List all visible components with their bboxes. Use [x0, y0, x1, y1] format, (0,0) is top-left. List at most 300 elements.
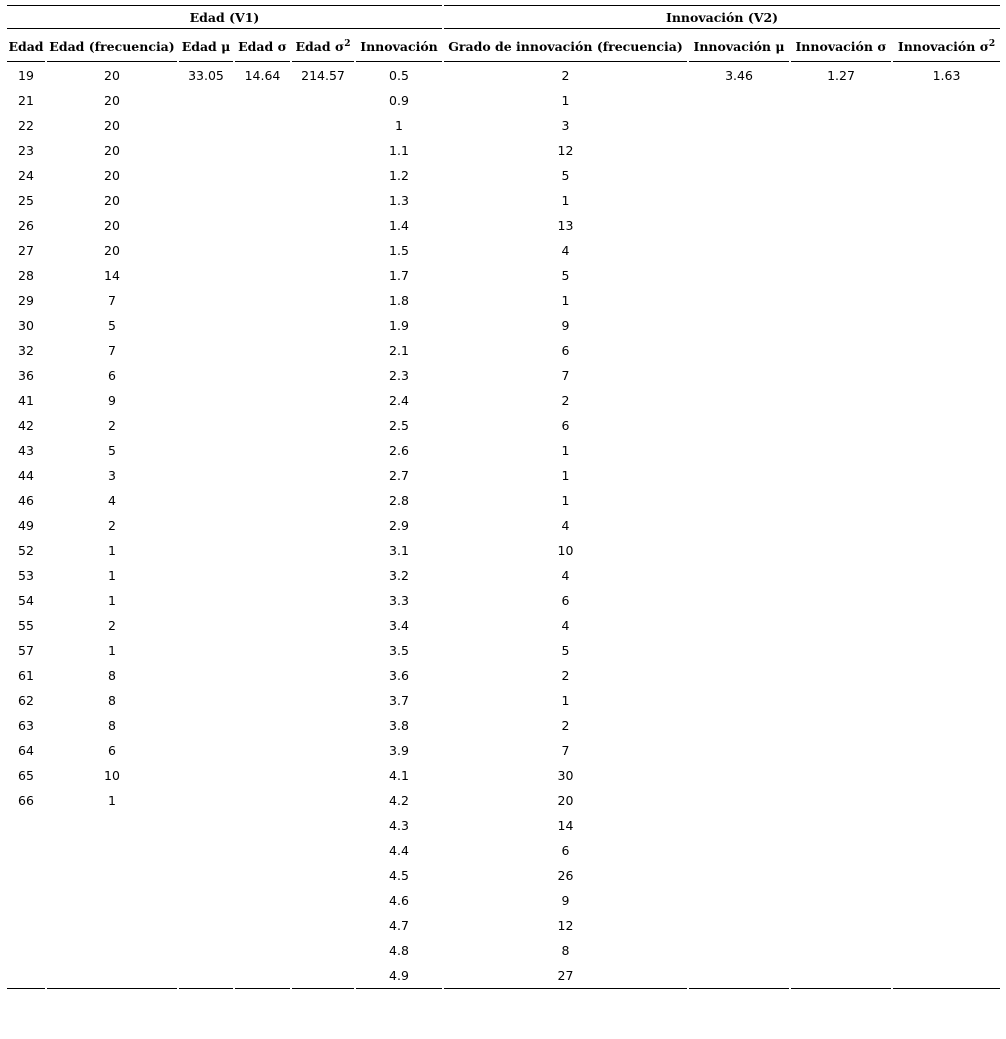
- table-row: [7, 438, 1000, 463]
- cell-innovacion-varianza: [893, 963, 1000, 989]
- cell-innovacion-sigma: [791, 363, 891, 388]
- cell-edad-frecuencia: [47, 963, 177, 989]
- cell-edad-mu: [179, 213, 233, 238]
- table-row: [7, 263, 1000, 288]
- cell-innovacion-varianza: [893, 463, 1000, 488]
- cell-innovacion-varianza: [893, 438, 1000, 463]
- cell-innovacion: 2.6: [389, 443, 409, 458]
- cell-innovacion-frecuencia: 6: [561, 418, 570, 433]
- cell-edad-frecuencia: 1: [108, 568, 116, 583]
- cell-innovacion-mu: [689, 538, 789, 563]
- cell-innovacion: 3.3: [389, 593, 409, 608]
- cell-edad: 21: [18, 93, 34, 108]
- cell-edad: 19: [18, 68, 34, 83]
- cell-innovacion-mu: [689, 838, 789, 863]
- cell-edad-mu: [179, 713, 233, 738]
- cell-edad: 28: [18, 268, 34, 283]
- cell-innovacion-varianza: [893, 288, 1000, 313]
- cell-innovacion-sigma: [791, 463, 891, 488]
- cell-edad: [7, 863, 45, 888]
- cell-innovacion-frecuencia: 4: [561, 568, 570, 583]
- cell-innovacion-varianza: [893, 613, 1000, 638]
- cell-innovacion-varianza: 1.63: [932, 68, 961, 83]
- cell-innovacion-sigma: [791, 913, 891, 938]
- cell-innovacion-frecuencia: 9: [561, 893, 570, 908]
- cell-innovacion-sigma: [791, 513, 891, 538]
- cell-edad-varianza: [292, 813, 354, 838]
- cell-innovacion: 3.8: [389, 718, 409, 733]
- table-body: [7, 62, 1000, 989]
- cell-edad-mu: [179, 588, 233, 613]
- cell-edad-mu: [179, 688, 233, 713]
- cell-innovacion: 1.4: [389, 218, 409, 233]
- cell-edad-varianza: [292, 188, 354, 213]
- cell-innovacion: 3.4: [389, 618, 409, 633]
- cell-edad-frecuencia: 14: [104, 268, 120, 283]
- cell-innovacion-varianza: [893, 188, 1000, 213]
- table-row: [7, 613, 1000, 638]
- cell-edad-mu: [179, 263, 233, 288]
- table-row: [7, 838, 1000, 863]
- cell-edad-frecuencia: 8: [108, 718, 116, 733]
- table-row: [7, 238, 1000, 263]
- cell-innovacion-varianza: [893, 413, 1000, 438]
- cell-edad: 49: [18, 518, 34, 533]
- cell-innovacion: 1.7: [389, 268, 409, 283]
- cell-innovacion-varianza: [893, 888, 1000, 913]
- cell-edad: [7, 888, 45, 913]
- cell-innovacion-frecuencia: 27: [444, 963, 687, 989]
- cell-edad-frecuencia: 5: [108, 318, 116, 333]
- cell-edad-sigma: [235, 863, 290, 888]
- cell-innovacion-mu: [689, 413, 789, 438]
- cell-edad-varianza: [292, 463, 354, 488]
- cell-edad-frecuencia: 20: [104, 143, 120, 158]
- cell-innovacion: 2.4: [389, 393, 409, 408]
- cell-edad-mu: [179, 863, 233, 888]
- edad-var-base: Edad σ: [295, 39, 345, 54]
- cell-innovacion-varianza: [893, 363, 1000, 388]
- cell-edad: 32: [18, 343, 34, 358]
- cell-edad-mu: [179, 638, 233, 663]
- cell-edad-sigma: [235, 688, 290, 713]
- cell-innovacion-mu: [689, 388, 789, 413]
- table-row: [7, 288, 1000, 313]
- innov-var-base: Innovación σ: [897, 39, 989, 54]
- cell-edad-sigma: [235, 388, 290, 413]
- cell-innovacion: 0.9: [389, 93, 409, 108]
- cell-edad: 64: [18, 743, 34, 758]
- col-header-innovacion-frecuencia: Grado de innovación (frecuencia): [444, 29, 687, 62]
- cell-innovacion-frecuencia: 4: [561, 618, 570, 633]
- cell-edad-varianza: [292, 788, 354, 813]
- cell-edad-sigma: [235, 363, 290, 388]
- cell-edad-mu: [179, 338, 233, 363]
- cell-edad-sigma: [235, 488, 290, 513]
- cell-edad: 52: [18, 543, 34, 558]
- cell-edad-sigma: [235, 613, 290, 638]
- cell-innovacion: 3.1: [389, 543, 409, 558]
- cell-innovacion-varianza: [893, 338, 1000, 363]
- cell-innovacion: 1.1: [389, 143, 409, 158]
- cell-edad-mu: [179, 413, 233, 438]
- table-row: [7, 638, 1000, 663]
- cell-edad-frecuencia: [47, 888, 177, 913]
- cell-edad: 29: [18, 293, 34, 308]
- cell-innovacion-sigma: [791, 238, 891, 263]
- table-row: [7, 738, 1000, 763]
- cell-edad: 63: [18, 718, 34, 733]
- cell-innovacion-sigma: [791, 113, 891, 138]
- cell-innovacion-frecuencia: 1: [561, 468, 570, 483]
- cell-edad-varianza: [292, 688, 354, 713]
- cell-innovacion-mu: [689, 138, 789, 163]
- cell-innovacion-mu: [689, 438, 789, 463]
- cell-innovacion-sigma: [791, 538, 891, 563]
- cell-innovacion: 4.4: [389, 843, 409, 858]
- table-row: [7, 763, 1000, 788]
- cell-edad-mu: [179, 88, 233, 113]
- cell-edad-frecuencia: 20: [104, 118, 120, 133]
- cell-edad: 25: [18, 193, 34, 208]
- cell-innovacion-varianza: [893, 688, 1000, 713]
- innov-var-exponent: 2: [988, 38, 996, 49]
- cell-innovacion: 1.8: [389, 293, 409, 308]
- cell-edad: 26: [18, 218, 34, 233]
- group-header-edad: Edad (V1): [7, 5, 442, 29]
- cell-innovacion: 4.5: [389, 868, 409, 883]
- cell-edad-frecuencia: 7: [108, 293, 116, 308]
- cell-edad-mu: [179, 913, 233, 938]
- cell-innovacion-frecuencia: 6: [561, 593, 570, 608]
- cell-innovacion-mu: [689, 288, 789, 313]
- cell-edad-mu: [179, 488, 233, 513]
- cell-innovacion-frecuencia: 30: [557, 768, 574, 783]
- cell-edad-sigma: [235, 288, 290, 313]
- cell-edad-mu: [179, 138, 233, 163]
- cell-edad-varianza: [292, 588, 354, 613]
- cell-edad-mu: [179, 163, 233, 188]
- cell-edad-sigma: [235, 888, 290, 913]
- cell-innovacion: 4.2: [389, 793, 409, 808]
- cell-edad-frecuencia: 1: [108, 593, 116, 608]
- table-row: [7, 313, 1000, 338]
- cell-innovacion-frecuencia: 1: [561, 193, 570, 208]
- cell-innovacion-varianza: [893, 388, 1000, 413]
- cell-edad-mu: [179, 738, 233, 763]
- cell-innovacion-mu: [689, 513, 789, 538]
- cell-edad-sigma: [235, 463, 290, 488]
- cell-edad-varianza: [292, 213, 354, 238]
- cell-edad-mu: [179, 838, 233, 863]
- cell-edad-varianza: [292, 663, 354, 688]
- cell-edad-mu: 33.05: [188, 68, 224, 83]
- cell-innovacion-frecuencia: 2: [561, 668, 570, 683]
- cell-innovacion-varianza: [893, 113, 1000, 138]
- cell-innovacion-frecuencia: 5: [561, 268, 570, 283]
- cell-innovacion-frecuencia: 1: [561, 93, 570, 108]
- cell-innovacion-varianza: [893, 313, 1000, 338]
- cell-innovacion: 3.7: [389, 693, 409, 708]
- cell-innovacion-sigma: [791, 413, 891, 438]
- cell-edad: 30: [18, 318, 34, 333]
- cell-edad-mu: [179, 813, 233, 838]
- cell-innovacion-varianza: [893, 513, 1000, 538]
- table-row: [7, 213, 1000, 238]
- cell-edad-frecuencia: 20: [104, 168, 120, 183]
- cell-edad-varianza: [292, 763, 354, 788]
- cell-edad-sigma: [235, 513, 290, 538]
- cell-innovacion-mu: [689, 763, 789, 788]
- cell-innovacion-sigma: [791, 588, 891, 613]
- cell-innovacion: 1.5: [389, 243, 409, 258]
- cell-innovacion-varianza: [893, 138, 1000, 163]
- cell-innovacion-mu: [689, 463, 789, 488]
- cell-innovacion-varianza: [893, 913, 1000, 938]
- cell-innovacion-mu: [689, 88, 789, 113]
- cell-innovacion-sigma: [791, 313, 891, 338]
- cell-edad-mu: [179, 538, 233, 563]
- cell-innovacion-mu: [689, 963, 789, 989]
- cell-edad: 41: [18, 393, 34, 408]
- cell-edad-frecuencia: 20: [104, 93, 120, 108]
- cell-edad-varianza: [292, 88, 354, 113]
- cell-edad-frecuencia: 2: [108, 418, 116, 433]
- cell-innovacion-varianza: [893, 788, 1000, 813]
- cell-edad-mu: [179, 788, 233, 813]
- cell-edad: [7, 838, 45, 863]
- cell-innovacion-sigma: [791, 338, 891, 363]
- cell-edad-frecuencia: [47, 913, 177, 938]
- cell-edad-varianza: [292, 738, 354, 763]
- cell-edad-varianza: [292, 963, 354, 989]
- cell-innovacion-frecuencia: 1: [561, 443, 570, 458]
- table-row: [7, 888, 1000, 913]
- cell-edad-varianza: [292, 313, 354, 338]
- cell-innovacion: 4.9: [356, 963, 442, 989]
- cell-innovacion: 4.6: [389, 893, 409, 908]
- cell-innovacion-frecuencia: 12: [557, 918, 574, 933]
- cell-edad-frecuencia: 8: [108, 668, 116, 683]
- cell-edad-varianza: [292, 513, 354, 538]
- cell-innovacion-sigma: 1.27: [827, 68, 855, 83]
- cell-innovacion-frecuencia: 13: [557, 218, 574, 233]
- cell-edad: 62: [18, 693, 34, 708]
- cell-edad-varianza: [292, 613, 354, 638]
- table-row: [7, 588, 1000, 613]
- cell-edad-sigma: [235, 113, 290, 138]
- cell-innovacion-varianza: [893, 838, 1000, 863]
- cell-innovacion: 3.2: [389, 568, 409, 583]
- cell-edad-frecuencia: 20: [104, 193, 120, 208]
- cell-innovacion-sigma: [791, 263, 891, 288]
- cell-innovacion: 0.5: [389, 68, 409, 83]
- cell-innovacion-sigma: [791, 688, 891, 713]
- cell-edad-sigma: 14.64: [244, 68, 281, 83]
- cell-edad-mu: [179, 363, 233, 388]
- cell-innovacion-sigma: [791, 763, 891, 788]
- cell-innovacion-varianza: [893, 588, 1000, 613]
- table-row: [7, 813, 1000, 838]
- cell-innovacion: 1: [395, 118, 403, 133]
- cell-edad-varianza: [292, 638, 354, 663]
- table-row: [7, 788, 1000, 813]
- cell-edad-frecuencia: 10: [104, 768, 120, 783]
- cell-edad-mu: [179, 888, 233, 913]
- cell-edad: 43: [18, 443, 34, 458]
- cell-edad-sigma: [235, 713, 290, 738]
- cell-innovacion-sigma: [791, 188, 891, 213]
- cell-innovacion-frecuencia: 8: [561, 943, 570, 958]
- cell-edad-sigma: [235, 788, 290, 813]
- cell-innovacion: 4.3: [389, 818, 409, 833]
- cell-edad-sigma: [235, 838, 290, 863]
- cell-edad-mu: [179, 463, 233, 488]
- table-row: [7, 338, 1000, 363]
- cell-edad-mu: [179, 113, 233, 138]
- cell-edad-frecuencia: 1: [108, 643, 116, 658]
- cell-innovacion-frecuencia: 1: [561, 493, 570, 508]
- cell-edad-frecuencia: 6: [108, 743, 116, 758]
- table-row: [7, 913, 1000, 938]
- table-row: [7, 413, 1000, 438]
- cell-edad-mu: [179, 438, 233, 463]
- cell-innovacion-sigma: [791, 663, 891, 688]
- cell-edad-mu: [179, 238, 233, 263]
- cell-innovacion-varianza: [893, 488, 1000, 513]
- cell-edad-sigma: [235, 188, 290, 213]
- cell-edad-varianza: [292, 413, 354, 438]
- cell-innovacion-frecuencia: 7: [561, 743, 570, 758]
- cell-innovacion-mu: [689, 338, 789, 363]
- cell-edad-frecuencia: [47, 863, 177, 888]
- cell-innovacion-varianza: [893, 638, 1000, 663]
- table-row: [7, 688, 1000, 713]
- table-row: [7, 713, 1000, 738]
- cell-innovacion-sigma: [791, 788, 891, 813]
- cell-edad-sigma: [235, 213, 290, 238]
- cell-innovacion: 2.7: [389, 468, 409, 483]
- cell-innovacion-frecuencia: 3: [561, 118, 570, 133]
- cell-innovacion-varianza: [893, 763, 1000, 788]
- table-row: [7, 938, 1000, 963]
- table-row: [7, 138, 1000, 163]
- cell-edad: 23: [18, 143, 34, 158]
- table-row: [7, 163, 1000, 188]
- cell-edad: [7, 913, 45, 938]
- cell-edad-mu: [179, 938, 233, 963]
- cell-innovacion-frecuencia: 10: [557, 543, 574, 558]
- cell-edad: 53: [18, 568, 34, 583]
- cell-innovacion-varianza: [893, 88, 1000, 113]
- cell-edad-varianza: [292, 288, 354, 313]
- cell-innovacion-mu: [689, 688, 789, 713]
- cell-edad-mu: [179, 288, 233, 313]
- cell-innovacion-sigma: [791, 288, 891, 313]
- cell-innovacion-sigma: [791, 813, 891, 838]
- cell-innovacion-mu: [689, 113, 789, 138]
- cell-innovacion-sigma: [791, 713, 891, 738]
- cell-innovacion: 2.5: [389, 418, 409, 433]
- cell-innovacion-sigma: [791, 438, 891, 463]
- table-row: [7, 188, 1000, 213]
- col-header-innovacion-sigma: Innovación σ: [791, 29, 891, 62]
- table-row: [7, 963, 1000, 989]
- cell-innovacion-frecuencia: 1: [561, 293, 570, 308]
- table-row: [7, 88, 1000, 113]
- cell-innovacion-sigma: [791, 863, 891, 888]
- cell-innovacion: 2.9: [389, 518, 409, 533]
- cell-innovacion-varianza: [893, 263, 1000, 288]
- cell-edad-frecuencia: 3: [108, 468, 116, 483]
- cell-edad-frecuencia: 2: [108, 618, 116, 633]
- cell-innovacion-sigma: [791, 613, 891, 638]
- cell-innovacion: 1.9: [389, 318, 409, 333]
- col-header-edad: Edad: [7, 29, 45, 62]
- cell-edad-varianza: [292, 488, 354, 513]
- cell-innovacion-mu: [689, 563, 789, 588]
- cell-edad-varianza: 214.57: [301, 68, 345, 83]
- cell-innovacion-sigma: [791, 938, 891, 963]
- cell-edad-frecuencia: 6: [108, 368, 116, 383]
- cell-innovacion-varianza: [893, 938, 1000, 963]
- table-row: [7, 663, 1000, 688]
- cell-edad-sigma: [235, 138, 290, 163]
- cell-edad-varianza: [292, 938, 354, 963]
- cell-innovacion-mu: [689, 263, 789, 288]
- cell-edad-frecuencia: 5: [108, 443, 116, 458]
- cell-edad-varianza: [292, 263, 354, 288]
- cell-innovacion-sigma: [791, 213, 891, 238]
- cell-edad-sigma: [235, 963, 290, 989]
- cell-edad-frecuencia: [47, 938, 177, 963]
- cell-innovacion-mu: [689, 238, 789, 263]
- table-row: [7, 463, 1000, 488]
- cell-innovacion-frecuencia: 14: [557, 818, 574, 833]
- cell-edad-varianza: [292, 238, 354, 263]
- cell-edad-sigma: [235, 813, 290, 838]
- cell-edad-sigma: [235, 413, 290, 438]
- cell-edad: 27: [18, 243, 34, 258]
- table-row: [7, 388, 1000, 413]
- cell-edad: 24: [18, 168, 34, 183]
- cell-edad-varianza: [292, 163, 354, 188]
- col-header-innovacion-mu: Innovación μ: [689, 29, 789, 62]
- cell-edad-mu: [179, 963, 233, 989]
- cell-edad-sigma: [235, 663, 290, 688]
- cell-edad: 57: [18, 643, 34, 658]
- cell-innovacion-mu: [689, 738, 789, 763]
- col-header-edad-sigma: Edad σ: [235, 29, 290, 62]
- cell-edad-mu: [179, 613, 233, 638]
- cell-innovacion-sigma: [791, 163, 891, 188]
- cell-edad-sigma: [235, 738, 290, 763]
- cell-edad-frecuencia: 8: [108, 693, 116, 708]
- statistics-table: [5, 5, 1002, 989]
- cell-edad-frecuencia: 1: [108, 793, 116, 808]
- cell-innovacion-sigma: [791, 563, 891, 588]
- cell-edad-varianza: [292, 538, 354, 563]
- cell-innovacion-varianza: [893, 538, 1000, 563]
- cell-innovacion-varianza: [893, 163, 1000, 188]
- cell-edad: 65: [18, 768, 34, 783]
- cell-innovacion-frecuencia: 12: [557, 143, 574, 158]
- cell-edad-sigma: [235, 88, 290, 113]
- cell-edad: [7, 813, 45, 838]
- cell-edad: 55: [18, 618, 34, 633]
- cell-innovacion: 1.3: [389, 193, 409, 208]
- cell-innovacion-mu: [689, 913, 789, 938]
